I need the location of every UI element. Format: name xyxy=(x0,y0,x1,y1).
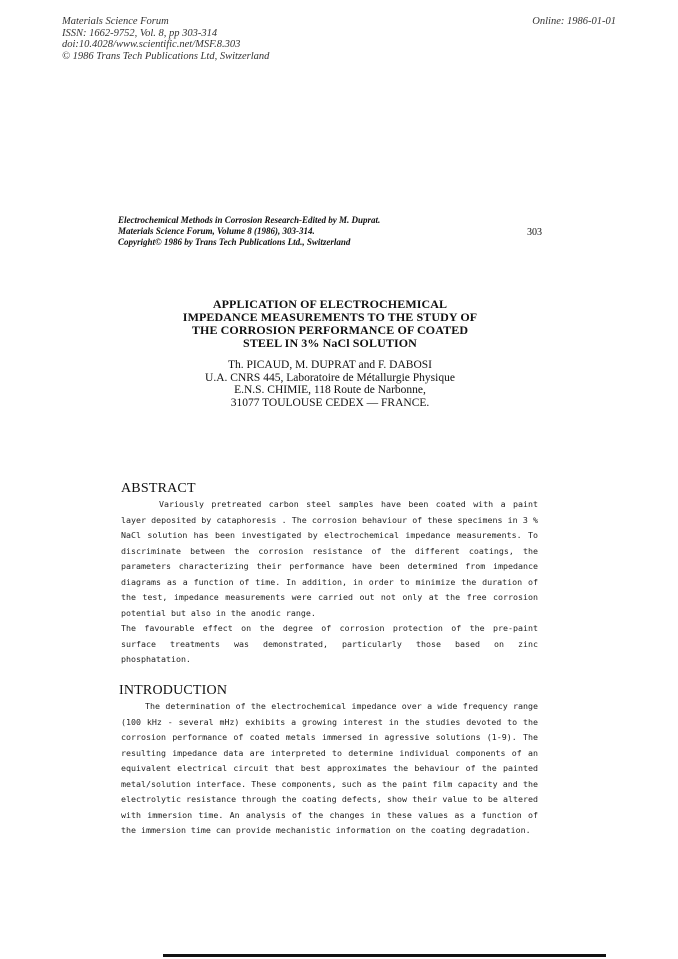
online-date: Online: 1986-01-01 xyxy=(532,16,616,27)
paper-title xyxy=(150,298,510,350)
title-line-1: APPLICATION OF ELECTROCHEMICAL xyxy=(212,297,448,311)
affiliation-line-3: 31077 TOULOUSE CEDEX — FRANCE. xyxy=(230,396,430,409)
abstract-body xyxy=(121,497,538,668)
introduction-paragraph-1: The determination of the electrochemical impedance over a wide frequency range (100 kHz - several mHz) exhibits a growing interest in the studies devoted to the corrosion performance of coated metals immersed in agressive solutions (1-9). The resulting impedance data are interpreted to determine individual components of an equivalent electrical circuit that best approximates the behaviour of the painted metal/solution interface. These components, such as the paint film capacity and the electrolytic resistance through the coating defects, show their value to be altered with immersion time. An analysis of the changes in these values as a function of the immersion time can provide mechanistic information on the coating degradation. xyxy=(121,701,538,835)
publication-metadata xyxy=(62,16,392,62)
citation-line-3: Copyright© 1986 by Trans Tech Publications Ltd., Switzerland xyxy=(118,237,351,247)
issn-line: ISSN: 1662-9752, Vol. 8, pp 303-314 xyxy=(62,27,218,39)
citation-line-1: Electrochemical Methods in Corrosion Research-Edited by M. Duprat. xyxy=(118,215,381,225)
bottom-rule xyxy=(163,954,606,957)
citation-line-2: Materials Science Forum, Volume 8 (1986), 303-314. xyxy=(118,226,315,236)
author-names: Th. PICAUD, M. DUPRAT and F. DABOSI xyxy=(228,359,432,371)
abstract-heading: ABSTRACT xyxy=(121,481,196,496)
affiliation-line-2: E.N.S. CHIMIE, 118 Route de Narbonne, xyxy=(234,384,426,396)
abstract-paragraph-2: The favourable effect on the degree of corrosion protection of the pre-paint surface treatments was demonstrated, particularly those based on zinc phosphatation. xyxy=(121,623,538,664)
title-line-4: STEEL IN 3% NaCl SOLUTION xyxy=(243,336,417,350)
journal-name: Materials Science Forum xyxy=(62,16,169,27)
doi-link[interactable]: doi:10.4028/www.scientific.net/MSF.8.303 xyxy=(62,39,241,50)
abstract-paragraph-1: Variously pretreated carbon steel samples have been coated with a paint layer deposited by cataphoresis . The corrosion behaviour of these specimens in 3 % NaCl solution has been investigated by electrochemical impedance measurements. To discriminate between the corrosion resistance of the different coatings, the parameters characterizing their performance have been determined from impedance diagrams as a function of time. In addition, in order to minimize the duration of the test, impedance measurements were carried out not only at the free corrosion potential but also in the anodic range. xyxy=(121,499,538,618)
introduction-body xyxy=(121,699,538,839)
title-line-3: THE CORROSION PERFORMANCE OF COATED xyxy=(191,323,469,337)
introduction-heading: INTRODUCTION xyxy=(119,683,228,698)
author-block xyxy=(150,359,510,409)
affiliation-line-1: U.A. CNRS 445, Laboratoire de Métallurgie Physique xyxy=(205,371,455,384)
copyright-line: © 1986 Trans Tech Publications Ltd, Switzerland xyxy=(62,50,270,62)
page-number: 303 xyxy=(527,227,542,238)
citation-block xyxy=(118,215,478,248)
title-line-2: IMPEDANCE MEASUREMENTS TO THE STUDY OF xyxy=(182,310,478,324)
